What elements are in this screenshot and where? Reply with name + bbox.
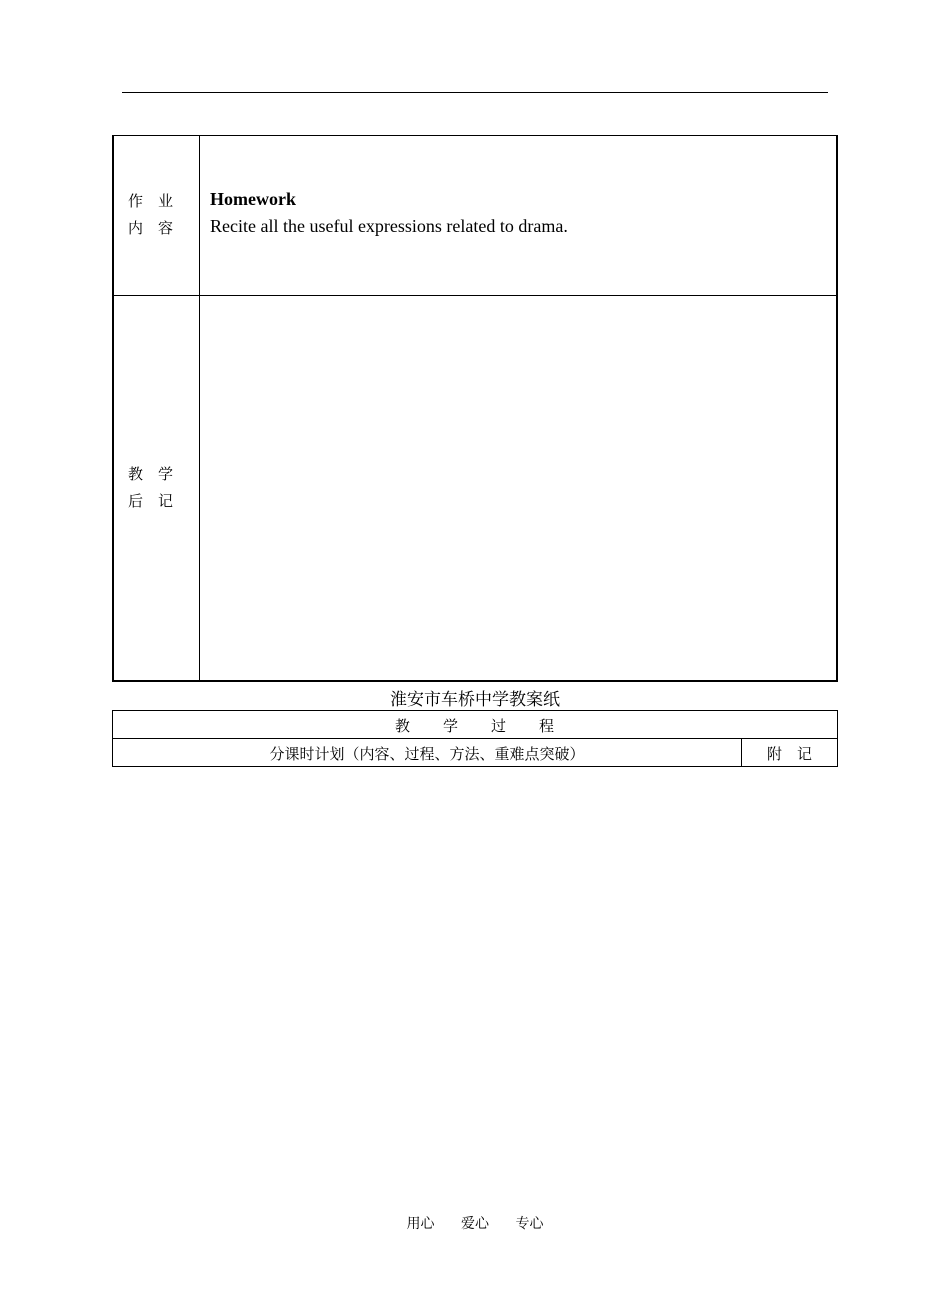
process-table (112, 710, 838, 767)
homework-label-line2: 内 容 (128, 219, 174, 237)
plan-label: 分课时计划（内容、过程、方法、重难点突破） (269, 745, 585, 763)
header-rule (122, 92, 828, 93)
process-title: 教 学 过 程 (394, 717, 555, 735)
process-row-divider (113, 738, 837, 739)
homework-label-line1: 作 业 (128, 192, 174, 210)
homework-text: Recite all the useful expressions related to drama. (210, 216, 568, 236)
reflection-label-line2: 后 记 (128, 492, 174, 510)
reflection-label (128, 461, 188, 515)
homework-label (128, 188, 188, 242)
homework-title: Homework (210, 189, 296, 209)
row-divider (114, 295, 836, 296)
note-label: 附 记 (766, 745, 812, 763)
column-divider (199, 136, 200, 680)
reflection-label-line1: 教 学 (128, 465, 174, 483)
lesson-table (112, 135, 838, 682)
footer-motto: 用心 爱心 专心 (406, 1216, 544, 1232)
school-title: 淮安市车桥中学教案纸 (390, 690, 560, 710)
